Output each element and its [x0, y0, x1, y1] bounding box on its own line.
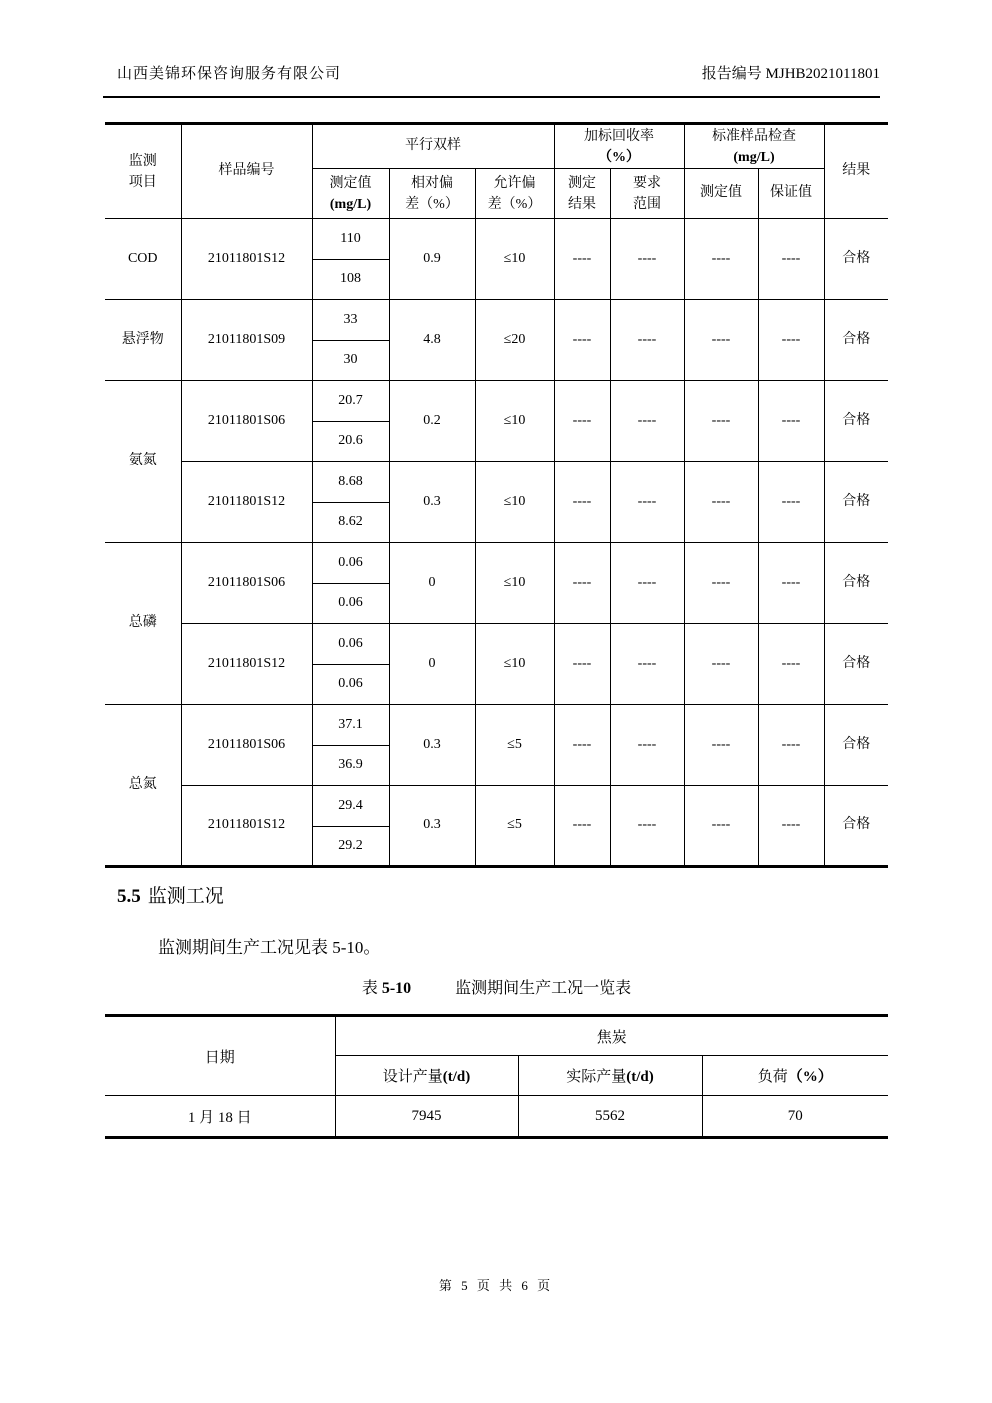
qc-sample-id-cell: 21011801S06	[181, 381, 312, 462]
prod-actual-cell: 5562	[518, 1096, 702, 1138]
unit-label: (mg/L)	[329, 196, 372, 212]
qc-sample-id-cell: 21011801S09	[181, 300, 312, 381]
unit-label: （%）	[598, 149, 640, 165]
qc-relative-deviation-cell: 0.2	[389, 381, 475, 462]
unit-label: (t/d)	[626, 1069, 654, 1085]
qc-header-standard-measured: 测定值	[684, 169, 758, 219]
page-footer: 第 5 页 共 6 页	[438, 1278, 554, 1293]
qc-value-cell: 8.68	[312, 462, 389, 503]
qc-spike-result-cell: ----	[554, 462, 610, 543]
qc-allowed-deviation-cell: ≤10	[475, 219, 554, 300]
qc-header-result: 结果	[824, 124, 888, 219]
qc-standard-measured-cell: ----	[684, 300, 758, 381]
qc-header-standard-certified: 保证值	[758, 169, 824, 219]
prod-header-actual: 实际产量(t/d)	[518, 1056, 702, 1096]
section-title: 监测工况	[147, 886, 224, 907]
qc-standard-certified-cell: ----	[758, 219, 824, 300]
unit-label: (mg/L)	[733, 149, 775, 165]
qc-allowed-deviation-cell: ≤5	[475, 705, 554, 786]
qc-standard-measured-cell: ----	[684, 219, 758, 300]
qc-spike-range-cell: ----	[610, 624, 684, 705]
qc-standard-certified-cell: ----	[758, 543, 824, 624]
caption-title: 监测期间生产工况一览表	[455, 980, 632, 997]
qc-spike-range-cell: ----	[610, 300, 684, 381]
qc-allowed-deviation-cell: ≤10	[475, 624, 554, 705]
qc-allowed-deviation-cell: ≤10	[475, 543, 554, 624]
qc-standard-certified-cell: ----	[758, 786, 824, 867]
unit-label: (t/d)	[442, 1069, 471, 1085]
qc-relative-deviation-cell: 0	[389, 543, 475, 624]
qc-standard-measured-cell: ----	[684, 543, 758, 624]
qc-relative-deviation-cell: 0	[389, 624, 475, 705]
qc-sample-id-cell: 21011801S06	[181, 705, 312, 786]
table-caption	[105, 975, 888, 998]
qc-value-cell: 29.2	[312, 826, 389, 867]
qc-allowed-deviation-cell: ≤20	[475, 300, 554, 381]
qc-header-spike-range: 要求 范围	[610, 169, 684, 219]
qc-value-cell: 8.62	[312, 502, 389, 543]
qc-relative-deviation-cell: 0.3	[389, 705, 475, 786]
qc-standard-measured-cell: ----	[684, 705, 758, 786]
qc-item-cell: 悬浮物	[105, 300, 181, 381]
qc-relative-deviation-cell: 0.3	[389, 462, 475, 543]
prod-header-date: 日期	[105, 1016, 335, 1096]
qc-value-cell: 30	[312, 340, 389, 381]
qc-header-spike-result: 测定 结果	[554, 169, 610, 219]
qc-result-cell: 合格	[824, 543, 888, 624]
qc-sample-id-cell: 21011801S12	[181, 786, 312, 867]
qc-header-parallel: 平行双样	[312, 124, 554, 169]
qc-value-cell: 36.9	[312, 745, 389, 786]
qc-spike-result-cell: ----	[554, 705, 610, 786]
qc-header-allowed-deviation: 允许偏 差（%）	[475, 169, 554, 219]
qc-spike-result-cell: ----	[554, 381, 610, 462]
qc-result-cell: 合格	[824, 219, 888, 300]
unit-label: （%）	[787, 1069, 833, 1085]
qc-header-standard-check: 标准样品检查 (mg/L)	[684, 124, 824, 169]
qc-value-cell: 110	[312, 219, 389, 260]
qc-value-cell: 29.4	[312, 786, 389, 827]
qc-spike-range-cell: ----	[610, 381, 684, 462]
qc-standard-measured-cell: ----	[684, 381, 758, 462]
header-rule	[103, 96, 880, 98]
caption-number: 5-10	[381, 980, 412, 997]
prod-header-design: 设计产量(t/d)	[335, 1056, 518, 1096]
qc-allowed-deviation-cell: ≤10	[475, 462, 554, 543]
qc-value-cell: 0.06	[312, 583, 389, 624]
qc-table	[105, 122, 888, 868]
qc-sample-id-cell: 21011801S12	[181, 219, 312, 300]
qc-spike-result-cell: ----	[554, 543, 610, 624]
qc-standard-certified-cell: ----	[758, 381, 824, 462]
qc-standard-measured-cell: ----	[684, 786, 758, 867]
section-heading	[117, 881, 224, 908]
qc-value-cell: 33	[312, 300, 389, 341]
qc-result-cell: 合格	[824, 381, 888, 462]
company-name: 山西美锦环保咨询服务有限公司	[117, 66, 342, 82]
qc-spike-range-cell: ----	[610, 543, 684, 624]
qc-spike-range-cell: ----	[610, 786, 684, 867]
qc-sample-id-cell: 21011801S12	[181, 462, 312, 543]
qc-spike-result-cell: ----	[554, 624, 610, 705]
qc-value-cell: 37.1	[312, 705, 389, 746]
qc-standard-measured-cell: ----	[684, 462, 758, 543]
qc-value-cell: 108	[312, 259, 389, 300]
production-table	[105, 1014, 888, 1139]
qc-result-cell: 合格	[824, 462, 888, 543]
qc-value-cell: 20.6	[312, 421, 389, 462]
prod-date-cell: 1 月 18 日	[105, 1096, 335, 1138]
qc-standard-measured-cell: ----	[684, 624, 758, 705]
qc-sample-id-cell: 21011801S06	[181, 543, 312, 624]
qc-standard-certified-cell: ----	[758, 462, 824, 543]
qc-spike-result-cell: ----	[554, 300, 610, 381]
qc-relative-deviation-cell: 0.3	[389, 786, 475, 867]
qc-value-cell: 20.7	[312, 381, 389, 422]
report-number: 报告编号 MJHB2021011801	[701, 66, 880, 82]
qc-item-cell: COD	[105, 219, 181, 300]
qc-spike-result-cell: ----	[554, 786, 610, 867]
qc-standard-certified-cell: ----	[758, 705, 824, 786]
prod-load-cell: 70	[702, 1096, 888, 1138]
qc-result-cell: 合格	[824, 624, 888, 705]
prod-header-load: 负荷（%）	[702, 1056, 888, 1096]
caption-label: 表	[361, 980, 378, 997]
qc-value-cell: 0.06	[312, 543, 389, 584]
qc-result-cell: 合格	[824, 300, 888, 381]
qc-relative-deviation-cell: 4.8	[389, 300, 475, 381]
qc-header-item: 监测 项目	[105, 124, 181, 219]
qc-value-cell: 0.06	[312, 664, 389, 705]
qc-spike-range-cell: ----	[610, 462, 684, 543]
body-paragraph: 监测期间生产工况见表 5-10。	[158, 938, 381, 957]
qc-sample-id-cell: 21011801S12	[181, 624, 312, 705]
qc-header-relative-deviation: 相对偏 差（%）	[389, 169, 475, 219]
qc-standard-certified-cell: ----	[758, 300, 824, 381]
section-number: 5.5	[117, 886, 141, 907]
qc-spike-range-cell: ----	[610, 219, 684, 300]
qc-allowed-deviation-cell: ≤5	[475, 786, 554, 867]
qc-result-cell: 合格	[824, 705, 888, 786]
qc-value-cell: 0.06	[312, 624, 389, 665]
qc-header-measured-value: 测定值 (mg/L)	[312, 169, 389, 219]
qc-item-cell: 总磷	[105, 543, 181, 705]
qc-header-sample-no: 样品编号	[181, 124, 312, 219]
qc-item-cell: 总氮	[105, 705, 181, 867]
prod-header-product: 焦炭	[335, 1016, 888, 1056]
qc-allowed-deviation-cell: ≤10	[475, 381, 554, 462]
prod-design-cell: 7945	[335, 1096, 518, 1138]
qc-standard-certified-cell: ----	[758, 624, 824, 705]
qc-spike-range-cell: ----	[610, 705, 684, 786]
qc-header-spike-recovery: 加标回收率 （%）	[554, 124, 684, 169]
qc-item-cell: 氨氮	[105, 381, 181, 543]
qc-result-cell: 合格	[824, 786, 888, 867]
qc-relative-deviation-cell: 0.9	[389, 219, 475, 300]
qc-spike-result-cell: ----	[554, 219, 610, 300]
